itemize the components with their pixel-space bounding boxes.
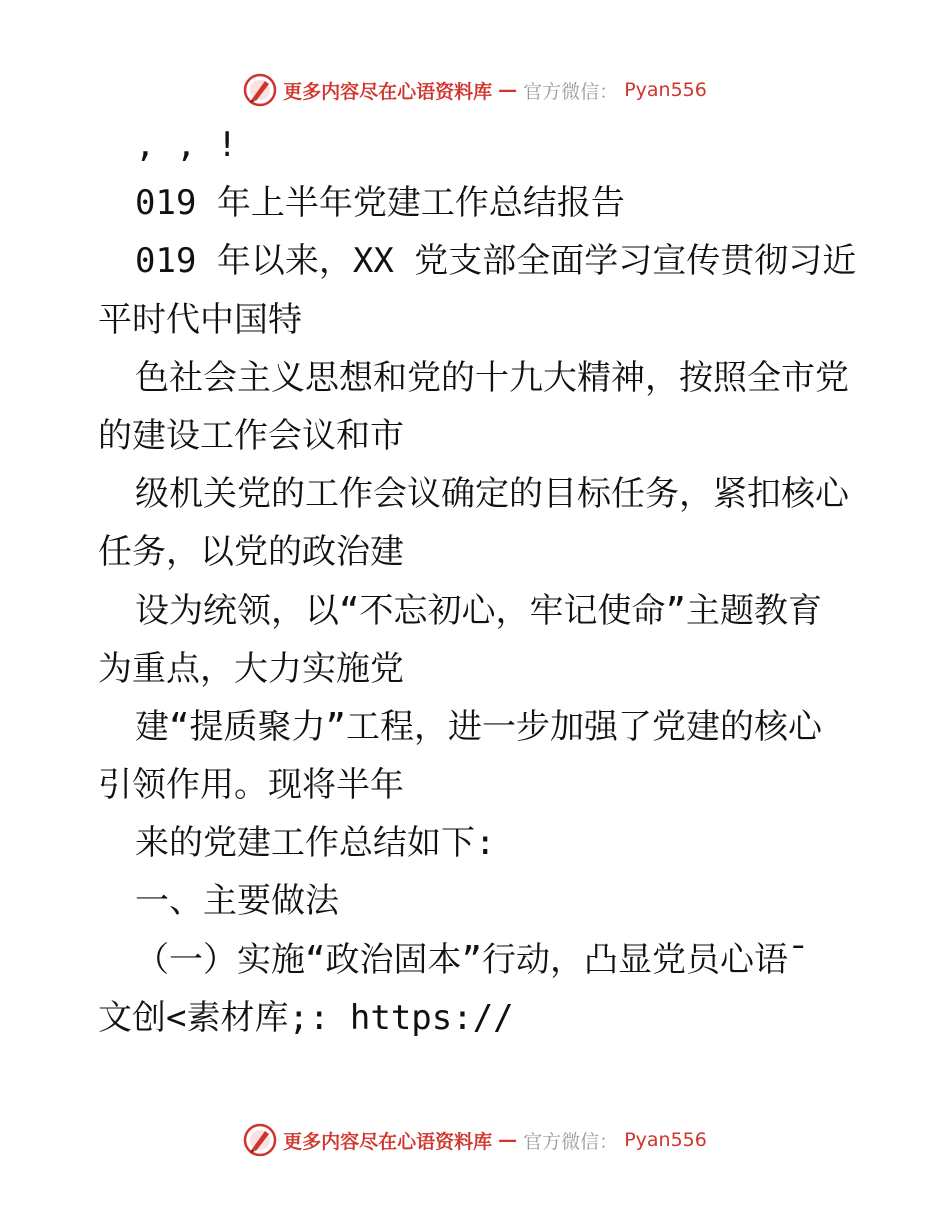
doc-line-3: 019 年以来，XX 党支部全面学习宣传贯彻习近 [135,241,857,282]
doc-line-7: 级机关党的工作会议确定的目标任务，紧扣核心 [135,474,849,515]
doc-line-4: 平时代中国特 [98,299,302,340]
watermark-wechat-id: Pyan556 [624,1129,707,1151]
doc-line-12: 引领作用。现将半年 [98,765,404,806]
watermark-dash: — [498,79,518,101]
doc-title: 019 年上半年党建工作总结报告 [135,183,625,224]
watermark-dash: — [498,1129,518,1151]
doc-line-9: 设为统领，以“不忘初心，牢记使命”主题教育 [135,590,822,631]
doc-line-1: , , ! [135,125,238,165]
watermark-wechat-label: 官方微信： [523,1130,619,1153]
doc-line-8: 任务，以党的政治建 [98,532,404,573]
doc-line-6: 的建设工作会议和市 [98,415,404,456]
doc-line-16: 文创<素材库;: https:// [98,997,514,1038]
document-body [98,116,858,1047]
watermark-main-text: 更多内容尽在心语资料库 [283,1130,493,1153]
quill-pen-seal-icon [243,73,277,107]
watermark-wechat-id: Pyan556 [624,79,707,101]
quill-pen-seal-icon [243,1123,277,1157]
watermark-main-text: 更多内容尽在心语资料库 [283,80,493,103]
header-watermark [0,70,950,110]
subsection-heading-1: （一）实施“政治固本”行动，凸显党员心语¯ [135,939,809,980]
doc-line-10: 为重点，大力实施党 [98,648,404,689]
section-heading-main-practices: 一、主要做法 [135,881,339,922]
doc-line-5: 色社会主义思想和党的十九大精神，按照全市党 [135,357,849,398]
doc-line-11: 建“提质聚力”工程，进一步加强了党建的核心 [135,706,822,747]
doc-line-13: 来的党建工作总结如下: [135,823,496,864]
watermark-wechat-label: 官方微信： [523,80,619,103]
footer-watermark [0,1120,950,1160]
